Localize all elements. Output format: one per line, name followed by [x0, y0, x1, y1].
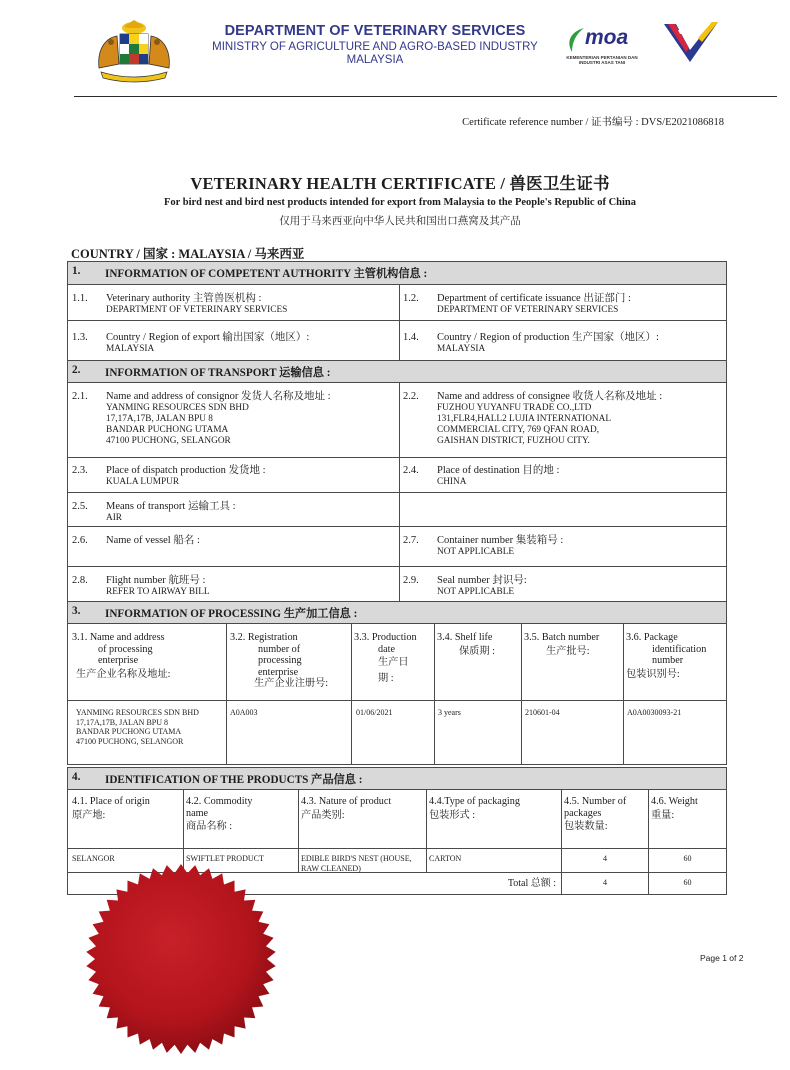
column-divider	[426, 790, 427, 872]
field-2-5	[72, 501, 712, 525]
section-3-header	[68, 601, 726, 624]
red-wax-seal-icon	[84, 862, 278, 1056]
header-origin	[72, 796, 182, 821]
header-line: 包装形式 :	[429, 809, 476, 821]
column-divider	[298, 790, 299, 872]
header-shelf-life	[437, 632, 519, 657]
subtitle-english: For bird nest and bird nest products intended for export from Malaysia to the People's Republic of China	[163, 197, 637, 208]
row-divider	[68, 526, 726, 527]
total-weight: 60	[683, 878, 692, 887]
processing-table	[67, 601, 727, 765]
header-line: 3.6. Package	[626, 632, 678, 643]
section-1-header	[68, 262, 726, 285]
header-line: 生产日	[378, 657, 409, 669]
consignee-line: COMMERCIAL CITY, 769 QFAN ROAD,	[437, 425, 600, 435]
moa-logo-text: moa	[585, 26, 629, 49]
row-divider	[68, 320, 726, 321]
header-line: packages	[564, 807, 602, 819]
field-value: NOT APPLICABLE	[437, 587, 515, 597]
header-line: 期 :	[378, 672, 394, 684]
row-divider	[68, 492, 726, 493]
field-value: MALAYSIA	[106, 344, 155, 354]
column-divider	[623, 624, 624, 764]
ministry-name: MINISTRY OF AGRICULTURE AND AGRO-BASED INDUSTRY	[212, 41, 538, 53]
header-line: 保质期 :	[459, 645, 495, 657]
header-line: 4.4.Type of packaging	[429, 796, 520, 807]
header-line: 生产批号:	[546, 645, 590, 657]
production-date-value: 01/06/2021	[356, 708, 393, 717]
field-2-4	[403, 465, 723, 491]
header-line: number of	[258, 643, 301, 655]
field-number: 2.7.	[403, 535, 419, 546]
field-value: MALAYSIA	[437, 344, 486, 354]
header-country: MALAYSIA	[346, 54, 404, 66]
field-label: Place of dispatch production 发货地 :	[106, 465, 266, 476]
header-line: name	[186, 807, 209, 819]
field-2-1	[72, 391, 392, 461]
field-number: 1.1.	[72, 293, 88, 304]
header-line: 4.5. Number of	[564, 796, 627, 807]
row-divider	[68, 457, 726, 458]
field-number: 2.2.	[403, 391, 419, 402]
package-id-value: A0A0030093-21	[627, 708, 682, 717]
enterprise-line: 47100 PUCHONG, SELANGOR	[76, 736, 184, 746]
total-packages: 4	[603, 878, 607, 887]
field-label: Name and address of consignor 发货人名称及地址 :	[106, 391, 331, 402]
field-number: 2.9.	[403, 575, 419, 586]
header-line: 4.6. Weight	[651, 796, 698, 807]
header-divider	[74, 96, 777, 97]
field-label: Name of vessel 船名 :	[106, 535, 200, 546]
certificate-title: VETERINARY HEALTH CERTIFICATE / 兽医卫生证书	[190, 174, 610, 193]
field-value: DEPARTMENT OF VETERINARY SERVICES	[437, 305, 619, 315]
field-value: REFER TO AIRWAY BILL	[106, 587, 210, 597]
header-line: 原产地:	[72, 809, 106, 821]
consignee-line: 131,FLR4,HALL2 LUJIA INTERNATIONAL	[437, 414, 612, 424]
field-label: Department of certificate issuance 出证部门 :	[437, 293, 631, 304]
section-1-number: 1.	[72, 265, 81, 277]
field-label: Country / Region of export 输出国家（地区）:	[106, 332, 310, 343]
field-value: DEPARTMENT OF VETERINARY SERVICES	[106, 305, 288, 315]
header-line: 3.5. Batch number	[524, 632, 600, 643]
header-line: 3.2. Registration	[230, 632, 298, 643]
header-line: enterprise	[258, 666, 299, 678]
header-line: of processing	[98, 643, 153, 655]
department-name: DEPARTMENT OF VETERINARY SERVICES	[224, 23, 526, 39]
malaysia-coat-of-arms-logo	[93, 18, 175, 84]
header-line: 4.3. Nature of product	[301, 796, 392, 807]
nature-line: RAW CLEANED)	[301, 863, 361, 873]
column-divider	[226, 624, 227, 764]
field-1-1	[72, 293, 392, 319]
header-batch	[524, 632, 622, 657]
header-line: number	[652, 655, 684, 667]
enterprise-line: 17,17A,17B, JALAN BPU 8	[76, 717, 169, 727]
certificate-table-top	[67, 261, 727, 603]
field-number: 1.2.	[403, 293, 419, 304]
page-number: Page 1 of 2	[700, 953, 744, 963]
header-production-date	[354, 632, 436, 684]
header-line: 3.3. Production	[354, 632, 417, 643]
header-line: 3.1. Name and address	[72, 632, 165, 643]
field-value: KUALA LUMPUR	[106, 477, 180, 487]
field-label: Country / Region of production 生产国家（地区）:	[437, 332, 659, 343]
header-line: 4.2. Commodity	[186, 796, 253, 807]
section-4-header	[68, 768, 726, 790]
consignee-line: FUZHOU YUYANFU TRADE CO.,LTD	[437, 403, 592, 413]
field-number: 2.8.	[72, 575, 88, 586]
commodity-value: SWIFTLET PRODUCT	[186, 854, 264, 863]
row-divider	[68, 848, 726, 849]
certificate-reference: Certificate reference number / 证书编号 : DVS/E2021086818	[462, 117, 724, 128]
section-4-number: 4.	[72, 771, 81, 783]
header-line: 4.1. Place of origin	[72, 796, 150, 807]
subtitle-chinese: 仅用于马来西亚向中华人民共和国出口燕窝及其产品	[279, 216, 521, 227]
header-line: 商品名称 :	[186, 821, 233, 833]
batch-value: 210601-04	[525, 708, 560, 717]
section-2-title: INFORMATION OF TRANSPORT 运输信息 :	[105, 367, 331, 379]
header-line: 包装数量:	[564, 821, 608, 833]
header-weight	[651, 796, 725, 821]
field-number: 2.4.	[403, 465, 419, 476]
section-1-title: INFORMATION OF COMPETENT AUTHORITY 主管机构信息 :	[105, 268, 428, 280]
field-1-2	[403, 293, 723, 319]
country-line: COUNTRY / 国家 : MALAYSIA / 马来西亚	[71, 247, 305, 261]
packaging-value: CARTON	[429, 854, 462, 863]
column-divider	[351, 624, 352, 764]
department-header	[195, 23, 555, 66]
field-1-4	[403, 332, 723, 358]
field-label: Place of destination 目的地 :	[437, 465, 560, 476]
field-value: NOT APPLICABLE	[437, 547, 515, 557]
header-package-id	[626, 632, 724, 680]
processing-enterprise-value	[76, 708, 226, 746]
field-number: 1.4.	[403, 332, 419, 343]
section-4-title: IDENTIFICATION OF THE PRODUCTS 产品信息 :	[105, 774, 363, 786]
field-number: 2.5.	[72, 501, 88, 512]
header-line: 包装识别号:	[626, 668, 680, 680]
field-label: Means of transport 运输工具 :	[106, 501, 236, 512]
field-label: Veterinary authority 主管兽医机构 :	[106, 293, 262, 304]
header-nature	[301, 796, 426, 821]
column-divider	[521, 624, 522, 764]
header-line: 3.4. Shelf life	[437, 632, 493, 643]
field-value: CHINA	[437, 477, 467, 487]
field-label: Flight number 航班号 :	[106, 575, 206, 586]
header-line: 重量:	[651, 809, 675, 821]
registration-value: A0A003	[230, 708, 258, 717]
row-divider	[68, 700, 726, 701]
field-label: Name and address of consignee 收货人名称及地址 :	[437, 391, 663, 402]
moa-swoosh-icon	[566, 26, 586, 54]
nature-value	[301, 854, 425, 873]
section-3-title: INFORMATION OF PROCESSING 生产加工信息 :	[105, 608, 358, 620]
header-packages	[564, 796, 648, 833]
consignor-line: 17,17A,17B, JALAN BPU 8	[106, 414, 213, 424]
header-enterprise	[72, 632, 224, 680]
consignor-line: 47100 PUCHONG, SELANGOR	[106, 436, 231, 446]
section-3-number: 3.	[72, 605, 81, 617]
enterprise-line: BANDAR PUCHONG UTAMA	[76, 727, 182, 737]
field-number: 1.3.	[72, 332, 88, 343]
header-line: enterprise	[98, 655, 139, 667]
header-packaging	[429, 796, 559, 821]
header-line: date	[378, 643, 395, 655]
field-2-6	[72, 535, 392, 559]
column-divider	[183, 790, 184, 872]
consignor-line: BANDAR PUCHONG UTAMA	[106, 425, 229, 435]
consignor-line: YANMING RESOURCES SDN BHD	[106, 403, 249, 413]
section-2-number: 2.	[72, 364, 81, 376]
header-registration	[230, 632, 350, 690]
moa-logo-subtext: KEMENTERIAN PERTANIAN DAN INDUSTRI ASAS TANI	[566, 55, 638, 65]
field-2-3	[72, 465, 392, 491]
field-2-7	[403, 535, 723, 559]
field-number: 2.6.	[72, 535, 88, 546]
total-label: Total 总额 :	[507, 878, 556, 889]
field-value: AIR	[106, 513, 123, 523]
field-2-9	[403, 575, 723, 599]
column-divider	[399, 285, 400, 619]
field-number: 2.1.	[72, 391, 88, 402]
weight-value: 60	[683, 854, 692, 863]
field-2-8	[72, 575, 392, 599]
section-2-header	[68, 360, 726, 383]
nature-line: EDIBLE BIRD'S NEST (HOUSE,	[301, 854, 412, 863]
header-line: identification	[652, 643, 707, 655]
header-line: 生产企业注册号:	[254, 678, 329, 690]
shelf-life-value: 3 years	[438, 708, 461, 717]
packages-value: 4	[603, 854, 607, 863]
field-1-3	[72, 332, 392, 358]
field-label: Seal number 封识号:	[437, 575, 527, 586]
checkmark-logo	[662, 20, 720, 64]
field-number: 2.3.	[72, 465, 88, 476]
origin-value: SELANGOR	[72, 854, 115, 863]
header-line: processing	[258, 655, 302, 667]
header-line: 产品类别:	[301, 809, 345, 821]
enterprise-line: YANMING RESOURCES SDN BHD	[76, 708, 199, 717]
header-line: 生产企业名称及地址:	[76, 668, 171, 680]
field-label: Container number 集装箱号 :	[437, 535, 564, 546]
row-divider	[68, 566, 726, 567]
header-commodity	[186, 796, 296, 833]
consignee-line: GAISHAN DISTRICT, FUZHOU CITY.	[437, 436, 590, 446]
field-2-2	[403, 391, 723, 461]
